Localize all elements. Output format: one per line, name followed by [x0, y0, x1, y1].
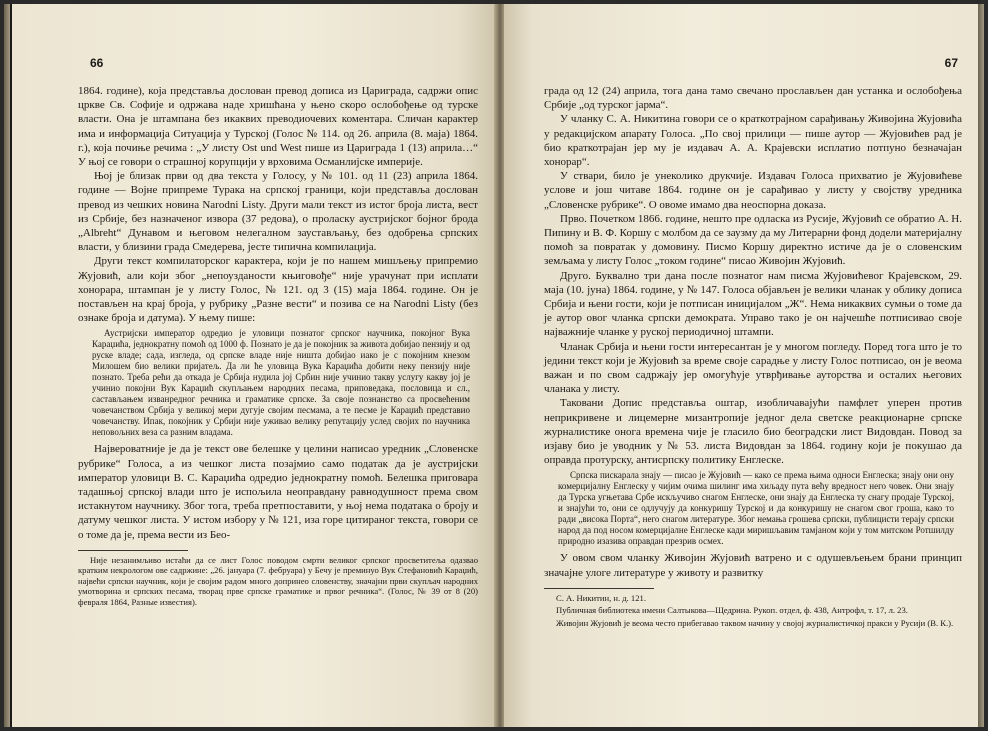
paragraph: У овом свом чланку Живојин Жујовић ватрено и с одушевљењем брани принцип значајне улоге литературе у животу и развитку — [544, 552, 962, 579]
paragraph: Друго. Буквално три дана после познатог нам писма Жујовићевог Крајевском, 29. маја (10. јуна) 1864. године, у № 147. Голоса објављен је велики чланак у облику дописа Србија и њени гости, који је потписан иницијалом „Ж“. Нема никаквих сумњи о томе да је аутор овог чланка српски демократа. Управо такo је он најчешће потписивао своје најважније чланке у руској периодичној штампи. — [544, 269, 962, 339]
left-page-body — [78, 84, 478, 607]
book-spread — [4, 4, 984, 727]
paragraph: Прво. Почетком 1866. године, нешто пре одласка из Русије, Жујовић се обратио А. Н. Пипину и В. Ф. Коршу с молбом да се заузму да му Литерарни фонд додели материјалну помоћ за повратак у домовину. Писмо Коршу директно истиче да је о словенским земљама у листу Голос „током године“ писао Живојин Жујовић. — [544, 212, 962, 268]
paragraph: Највероватније је да је текст ове белешке у целини написао уредник „Словенске рубрике“ Голоса, а из чешког листа позајмио само податак да је аустријски император уловици В. С. Караџића одредио једнократну помоћ. Белешка приговара тадашњој српској влади што је испољила неоправдану равнодушност према свом истакнутом научнику. Због тога, треба претпоставити, у њој нема података о броју и датуму чешког листа. У истом избору у № 121, иза горе цитираног текста, говори се о томе да је, према вести из Бео- — [78, 443, 478, 541]
paragraph: Други текст компилаторског карактера, који је по нашем мишљењу припремио Жујовић, али који због „непоузданости књиговође“ није урачунат при исплати хонорара, штампан је у листу Голос, № 121. од 3 (15) маја 1864. године. Он је постављен на крај броја, у рубрику „Разне вести“ и позива се на Narodni Listy (без ознаке броја и датума). У њему пише: — [78, 255, 478, 325]
paragraph: У чланку С. А. Никитина говори се о краткотрајном сарађивању Живојина Жујовића у редакцијском апарату Голоса. „По свој прилици — пише аутор — Жујовићев рад је био краткотрајан јер му је издавач А. А. Крајевски исплатио потпуно безначајан хонорар“. — [544, 113, 962, 169]
footnote: С. А. Никитин, н. д. 121. — [556, 592, 646, 603]
paragraph: Чланак Србија и њени гости интересантан је у многом погледу. Поред тога што је то једини текст који је Жујовић за време своје сарадње у листу Голос потписао, он је веома важан и по свом садржају јер омогућује утврђивање ауторства и осталих његових чланака у листу. — [544, 340, 962, 396]
paragraph: 1864. године), која представља дослован превод дописа из Цариграда, садржи опис цркве Св. Софије и одржава наде хришћана у њено скоро ослобођење од турске власти. Она је штампана без икаквих преводиочевих коментара. Сличан карактер има и информација Ситуација у Турској (Голос № 114. од 26. априла (8. маја) 1864. г.), која почиње речима : „У листу Ost und West пише из Цариграда 1 (13) априла…“ У њој се говори о страшној корупцији у врховима Османлијске империје. — [78, 85, 478, 169]
right-page-edge — [978, 4, 984, 727]
right-page-number: 67 — [944, 56, 958, 70]
paragraph: Њој је близак први од два текста у Голосу, у № 101. од 11 (23) априла 1864. године — Војне припреме Турака на српској граници, који представља дослован превод из чешких новина Narodni Listy. Други мали текст из истог броја листа, вест из Србије, без назначеног извора (37 редова), о проласку аустријског бојног брода „Albreht“ Дунавом и његовом нелегалном заустављању, без одобрења српских власти, у близини града Смедерева, јесте типична компилација. — [78, 170, 478, 254]
footnote: Публичная библиотека имени Салтыкова—Щедрина. Рукоп. отдел, ф. 438, Антрофл, т. 17, л. 23. — [556, 605, 908, 616]
paragraph: града од 12 (24) априла, тога дана тамо свечано прослављен дан устанка и ослобођења Србије „од турског јарма“. — [544, 85, 962, 112]
footnotes — [544, 593, 962, 628]
footnote: Није незанимљиво истаћи да се лист Голос поводом смрти великог српског просветитеља одазвао кратким некрологом ове садржине: „26. јануара (7. фебруара) у Бечу је преминуо Вук Стефановић Караџић, највећи српски научник, који је својим радом много допринео словенству, значајни први скупљач народних умотворина и српских песама, творац прве српске граматике и првог речника“. (Голос, № 39 от 8 (20) февраля 1864, Разные известия). — [78, 554, 478, 607]
left-page — [12, 4, 496, 727]
left-page-number: 66 — [90, 56, 104, 70]
block-quote: Српска пискарала знају — писао је Жујовић — како се према њима односи Енглеска; знају они ону комерцијалну Енглеску у чијим очима шилинг има хиљаду пута већу вредност него човек. Они знају да Турска угњетава Србе искључиво снагом Енглеске, они знају да Енглеска ту снагу продаје Турској, и знајући то, они се одлучују да конкуришу Турској и да конкуришу не снагом свог гроша, како то ради „висока Порта“, него снагом литературе. Због немања грошева српски, публицисти терају српски народ да под носом комерцијалне Енглеске кади миришљавим тамјаном који у том митском Ротшилду природно изазива оправдан презрив осмех. — [558, 470, 954, 547]
paragraph: У ствари, било је унеколико друкчије. Издавач Голоса прихватио је Жујовићеве услове и још читаве 1864. године он је сарађивао у листу у својству уредника „Словенске рубрике“. О овоме имамо два неоспорна доказа. — [544, 170, 962, 211]
right-page-body — [544, 84, 962, 628]
block-quote: Аустријски император одредио је уловици познатог српског научника, покојног Вука Караџића, једнократну помоћ од 1000 ф. Познато је да је покојник за живота добијао пензију и од руске владе; сада, изгледа, од српске владе није ништа добијао иако је с покојним кнезом Милошем био велики пријатељ. Да ли ће уловица Вука Караџића добити неку пензију није познато. Треба рећи да откада је Србија нудила јој Србин није учинио такву услугу какву јој је учинио покојни Вук Караџић скупљањем народних песама, приповедака, пословица и сл., састављањем изванредног речника и граматике српске. За своје познанство са просвећеним човечанством Србија у великој мери дугује својим песмама, а те песме је Караџић представио човечанству. Ипак, покојник у Србији није уживао велику репутацију услед својих по научника неповољних веза са разним владама. — [92, 328, 470, 438]
footnote-rule — [78, 550, 188, 551]
footnotes — [78, 555, 478, 607]
right-page — [504, 4, 980, 727]
paragraph: Таковани Допис представља оштар, изобличавајући памфлет уперен против неприкривене и лицемерне мизантропије једног дела светске реакционарне српске журналистике онога времена чије је гласило био београдски лист Видовдан. Повод за изјаву био је уводник у № 53. листа Видовдан за 1864. годину који је покушао да оправда протурску, антисрпску политику Енглеске. — [544, 397, 962, 467]
footnote-rule — [544, 588, 654, 589]
footnote: Живојин Жујовић је веома често прибегавао таквом начину у својој журналистичкој пракси у Русији (В. К.). — [556, 617, 954, 628]
left-page-edge — [4, 4, 10, 727]
